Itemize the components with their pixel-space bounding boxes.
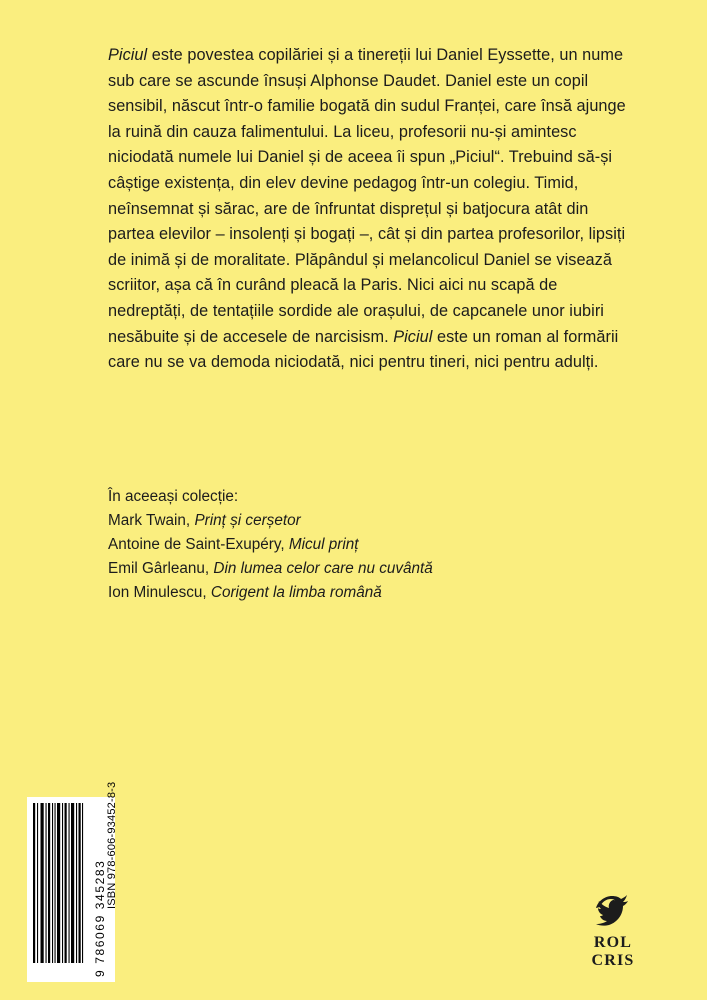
collection-section <box>108 470 628 605</box>
collection-item-title: Prinț și cerșetor <box>194 512 301 530</box>
blurb-text-run: este un roman al formării care nu se va demoda niciodată, nici pentru tineri, nici pentru adulți. <box>108 327 619 372</box>
collection-item-author: Ion Minulescu, <box>108 584 211 602</box>
isbn-label: ISBN 978-606-93452-8-3 <box>106 781 118 909</box>
collection-item <box>108 581 628 605</box>
collection-intro: În aceeași colecție: <box>108 488 239 506</box>
book-blurb <box>108 43 628 376</box>
collection-item-title: Corigent la limba română <box>210 584 382 602</box>
publisher-logo <box>553 894 673 970</box>
publisher-name-line2: CRIS <box>591 952 635 969</box>
collection-item <box>108 533 628 557</box>
bird-icon <box>593 894 633 928</box>
collection-item-author: Mark Twain, <box>108 512 195 530</box>
collection-item-title: Micul prinț <box>288 536 359 554</box>
blurb-title-italic: Piciul <box>393 327 433 346</box>
collection-item-author: Antoine de Saint-Exupéry, <box>108 536 289 554</box>
blurb-title-italic: Piciul <box>108 46 148 64</box>
collection-list <box>108 509 628 605</box>
blurb-paragraph <box>108 43 628 376</box>
collection-item-author: Emil Gârleanu, <box>108 560 214 578</box>
barcode-bars-icon <box>32 797 84 982</box>
ean-digits: 9 786069 345283 <box>93 859 107 977</box>
barcode-block <box>27 781 118 982</box>
collection-item <box>108 509 628 533</box>
blurb-text-run: este povestea copilăriei și a tinereții lui Daniel Eyssette, un nume sub care se ascunde însuși Alphonse Daudet. Daniel este un copil sensibil, născut într-o familie bogată din sudul Franței, care însă ajunge la ruină din cauza falimentului. La liceu, profesorii nu-și amintesc niciodată numele lui Daniel și de aceea îi spun „Piciul“. Trebuind să-și câștige existența, din elev devine pedagog într-un colegiu. Timid, neînsemnat și sărac, are de înfruntat disprețul și batjocura atât din partea elevilor – insolenți și bogați –, cât și din partea profesorilor, lipsiți de inimă și de moralitate. Plăpândul și melancolicul Daniel se visează scriitor, așa că în curând pleacă la Paris. Nici aici nu scapă de nedreptăți, de tentațiile sordide ale orașului, de capcanele unor iubiri nesăbuite și de accesele de narcisism. <box>108 46 626 346</box>
publisher-name-line1: ROL <box>593 934 633 951</box>
collection-item <box>108 557 628 581</box>
collection-item-title: Din lumea celor care nu cuvântă <box>213 560 433 578</box>
barcode-text-side <box>84 781 118 982</box>
